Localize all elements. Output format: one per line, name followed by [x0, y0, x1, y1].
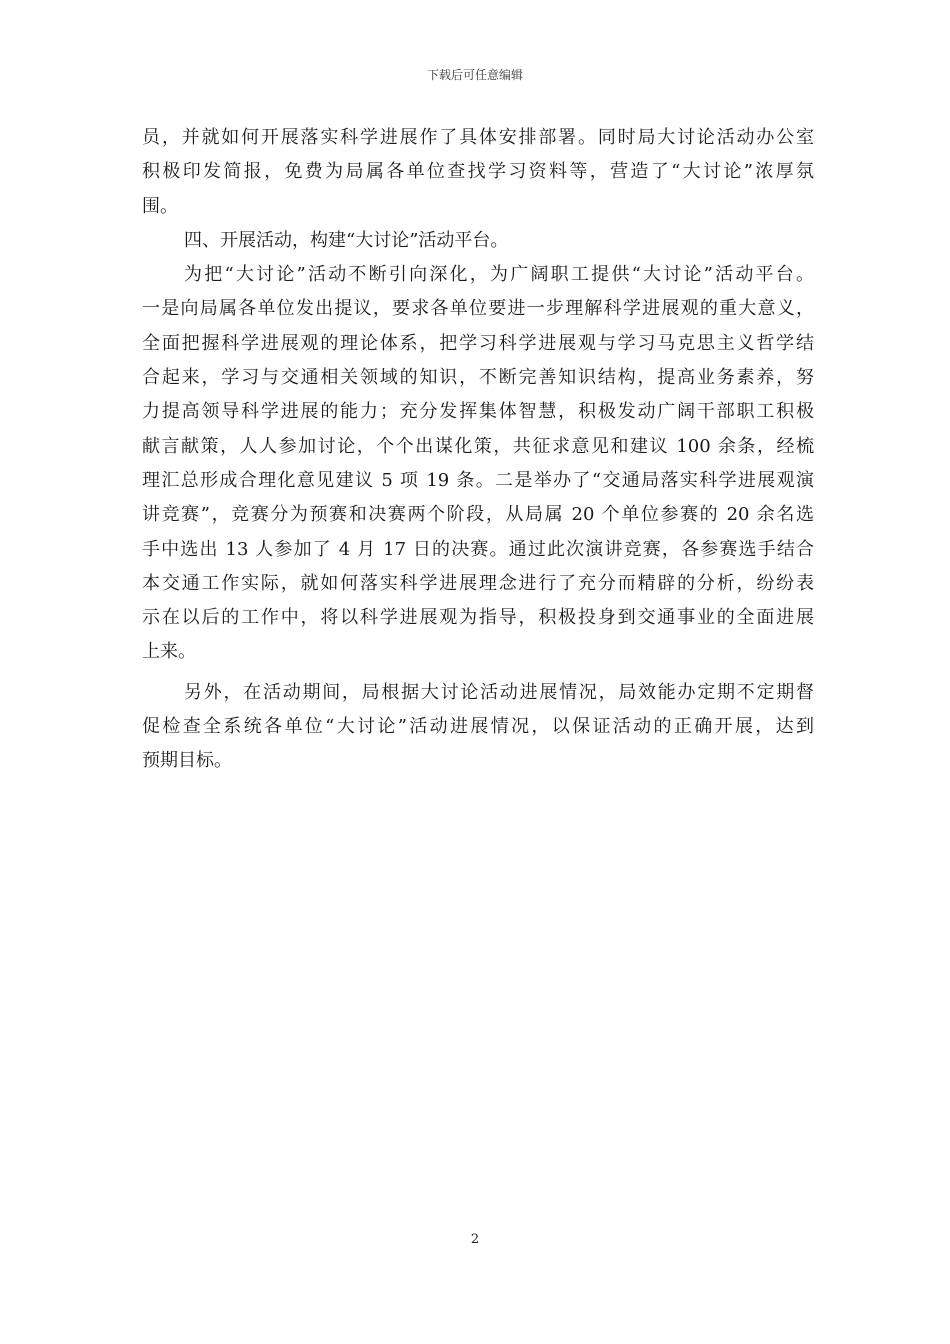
text-line: 积极印发简报，免费为局属各单位查找学习资料等，营造了“大讨论”浓厚氛 [142, 161, 814, 183]
text-line: 预期目标。 [142, 750, 232, 772]
text-line: 本交通工作实际，就如何落实科学进展理念进行了充分而精辟的分析，纷纷表 [142, 572, 814, 594]
paragraph-activities [142, 258, 814, 670]
text-line: 合起来，学习与交通相关领域的知识，不断完善知识结构，提高业务素养，努 [142, 367, 814, 389]
text-line: 促检查全系统各单位“大讨论”活动进展情况，以保证活动的正确开展，达到 [142, 716, 814, 738]
text-line: 员，并就如何开展落实科学进展作了具体安排部署。同时局大讨论活动办公室 [142, 127, 814, 148]
text-line: 献言献策，人人参加讨论，个个出谋化策，共征求意见和建议 100 余条，经梳 [142, 435, 814, 457]
text-line: 上来。 [142, 641, 196, 663]
text-line: 另外，在活动期间，局根据大讨论活动进展情况，局效能办定期不定期督 [184, 681, 814, 703]
page-header: 下载后可任意编辑 [426, 68, 523, 82]
text-line: 讲竞赛”，竞赛分为预赛和决赛两个阶段，从局属 20 个单位参赛的 20 余名选 [142, 504, 814, 526]
text-line: 示在以后的工作中，将以科学进展观为指导，积极投身到交通事业的全面进展 [142, 607, 814, 629]
text-line: 理汇总形成合理化意见建议 5 项 19 条。二是举办了“交通局落实科学进展观演 [142, 469, 814, 491]
text-line: 力提高领导科学进展的能力；充分发挥集体智慧，积极发动广阔干部职工积极 [142, 401, 814, 423]
text-line: 全面把握科学进展观的理论体系，把学习科学进展观与学习马克思主义哲学结 [142, 332, 814, 354]
text-line: 手中选出 13 人参加了 4 月 17 日的决赛。通过此次演讲竞赛，各参赛选手结合 [142, 538, 814, 560]
text-line: 为把“大讨论”活动不断引向深化，为广阔职工提供“大讨论”活动平台。 [184, 264, 814, 286]
section-heading [142, 224, 814, 258]
page-number: 2 [470, 1232, 480, 1247]
paragraph-closing [142, 676, 814, 779]
document-body [142, 121, 814, 779]
text-line: 一是向局属各单位发出提议，要求各单位要进一步理解科学进展观的重大意义， [142, 298, 814, 320]
text-line: 四、开展活动，构建“大讨论”活动平台。 [184, 229, 509, 251]
text-line: 围。 [142, 195, 178, 217]
paragraph-continuation [142, 121, 814, 224]
